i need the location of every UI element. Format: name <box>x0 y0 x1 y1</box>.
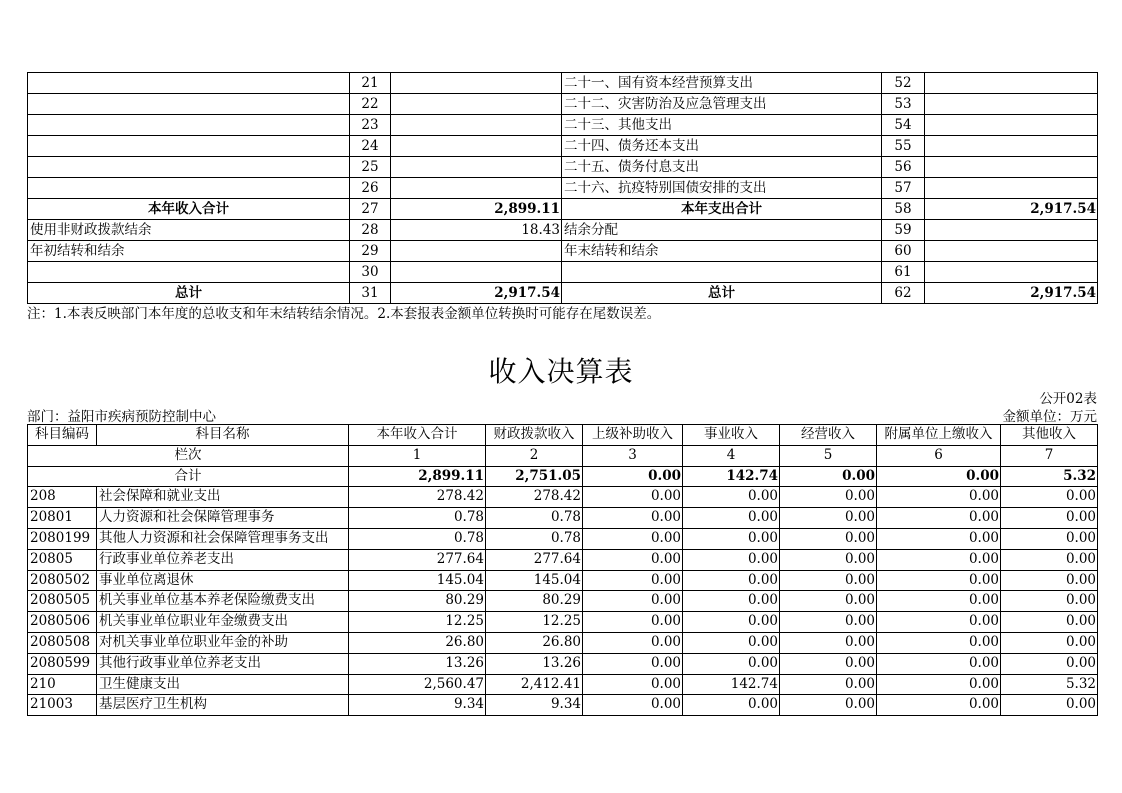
subject-name: 事业单位离退休 <box>97 570 349 591</box>
amount-cell: 0.00 <box>1001 528 1098 549</box>
amount-cell: 80.29 <box>486 591 583 612</box>
subject-name: 其他行政事业单位养老支出 <box>97 653 349 674</box>
amount-cell: 0.00 <box>780 632 877 653</box>
summary-table-body <box>28 73 1098 304</box>
amount-cell: 0.00 <box>683 653 780 674</box>
summary-row <box>28 199 1098 220</box>
amount-cell: 0.00 <box>583 591 683 612</box>
column-index: 1 <box>349 445 486 466</box>
amount-cell: 0.00 <box>780 487 877 508</box>
amount-cell: 0.00 <box>1001 653 1098 674</box>
amount-cell: 0.00 <box>877 653 1001 674</box>
income-amount <box>391 73 562 94</box>
summary-row <box>28 136 1098 157</box>
row-number: 29 <box>350 241 391 262</box>
expense-amount: 2,917.54 <box>925 199 1098 220</box>
expense-item-label: 二十六、抗疫特别国债安排的支出 <box>562 178 882 199</box>
amount-cell: 0.00 <box>683 632 780 653</box>
summary-row <box>28 94 1098 115</box>
subject-name: 基层医疗卫生机构 <box>97 695 349 716</box>
subject-code: 2080199 <box>28 528 97 549</box>
row-number: 61 <box>882 262 925 283</box>
row-number: 59 <box>882 220 925 241</box>
summary-row <box>28 115 1098 136</box>
subject-name: 其他人力资源和社会保障管理事务支出 <box>97 528 349 549</box>
income-amount <box>391 115 562 136</box>
subject-code: 20801 <box>28 508 97 529</box>
subject-name: 社会保障和就业支出 <box>97 487 349 508</box>
amount-cell: 0.00 <box>877 549 1001 570</box>
amount-cell: 0.78 <box>486 528 583 549</box>
row-number: 23 <box>350 115 391 136</box>
income-item-label <box>28 115 350 136</box>
income-header-row <box>28 425 1098 446</box>
amount-cell: 278.42 <box>486 487 583 508</box>
income-amount <box>391 136 562 157</box>
column-index: 5 <box>780 445 877 466</box>
income-item-label <box>28 262 350 283</box>
amount-cell: 0.00 <box>683 528 780 549</box>
department-label: 部门：益阳市疾病预防控制中心 <box>27 409 216 425</box>
income-item-label <box>28 136 350 157</box>
column-index: 7 <box>1001 445 1098 466</box>
table-row <box>28 674 1098 695</box>
income-amount <box>391 157 562 178</box>
amount-cell: 0.00 <box>877 612 1001 633</box>
amount-cell: 0.00 <box>583 528 683 549</box>
amount-cell: 0.00 <box>877 570 1001 591</box>
row-number: 56 <box>882 157 925 178</box>
expense-amount <box>925 157 1098 178</box>
total-value: 0.00 <box>877 466 1001 487</box>
row-number: 27 <box>350 199 391 220</box>
row-number: 60 <box>882 241 925 262</box>
footnote: 注：1.本表反映部门本年度的总收支和年末结转结余情况。2.本套报表金额单位转换时可能存在尾数误差。 <box>27 306 661 322</box>
expense-amount <box>925 241 1098 262</box>
expense-amount <box>925 262 1098 283</box>
income-amount: 18.43 <box>391 220 562 241</box>
subject-name: 人力资源和社会保障管理事务 <box>97 508 349 529</box>
amount-cell: 0.00 <box>780 549 877 570</box>
amount-cell: 0.00 <box>877 632 1001 653</box>
expense-amount <box>925 178 1098 199</box>
total-value: 2,751.05 <box>486 466 583 487</box>
table-row <box>28 653 1098 674</box>
table-row <box>28 549 1098 570</box>
income-item-label <box>28 94 350 115</box>
expense-item-label <box>562 262 882 283</box>
summary-row <box>28 262 1098 283</box>
summary-row <box>28 241 1098 262</box>
amount-cell: 0.00 <box>877 508 1001 529</box>
amount-cell: 0.78 <box>349 508 486 529</box>
amount-cell: 0.00 <box>683 695 780 716</box>
amount-cell: 2,560.47 <box>349 674 486 695</box>
expense-item-label: 总计 <box>562 283 882 304</box>
subject-code: 20805 <box>28 549 97 570</box>
column-header: 事业收入 <box>683 425 780 446</box>
amount-cell: 0.00 <box>1001 570 1098 591</box>
amount-cell: 0.00 <box>683 487 780 508</box>
expense-amount <box>925 94 1098 115</box>
total-row <box>28 466 1098 487</box>
subject-name: 机关事业单位基本养老保险缴费支出 <box>97 591 349 612</box>
amount-cell: 145.04 <box>349 570 486 591</box>
amount-cell: 9.34 <box>486 695 583 716</box>
amount-cell: 0.78 <box>486 508 583 529</box>
amount-cell: 277.64 <box>349 549 486 570</box>
amount-cell: 278.42 <box>349 487 486 508</box>
amount-cell: 0.00 <box>683 549 780 570</box>
amount-cell: 142.74 <box>683 674 780 695</box>
summary-table <box>27 72 1098 304</box>
column-header: 科目编码 <box>28 425 97 446</box>
row-number: 28 <box>350 220 391 241</box>
amount-cell: 0.00 <box>583 632 683 653</box>
amount-cell: 0.00 <box>583 570 683 591</box>
amount-cell: 0.00 <box>583 487 683 508</box>
table-row <box>28 632 1098 653</box>
subject-code: 210 <box>28 674 97 695</box>
amount-cell: 26.80 <box>486 632 583 653</box>
amount-cell: 0.00 <box>1001 632 1098 653</box>
page-title: 收入决算表 <box>488 355 634 388</box>
amount-cell: 0.00 <box>780 528 877 549</box>
amount-cell: 12.25 <box>349 612 486 633</box>
income-item-label <box>28 73 350 94</box>
amount-cell: 0.00 <box>1001 591 1098 612</box>
total-value: 142.74 <box>683 466 780 487</box>
amount-cell: 26.80 <box>349 632 486 653</box>
income-amount <box>391 94 562 115</box>
table-row <box>28 695 1098 716</box>
amount-cell: 277.64 <box>486 549 583 570</box>
income-amount <box>391 241 562 262</box>
row-number: 55 <box>882 136 925 157</box>
form-number: 公开02表 <box>1039 391 1097 407</box>
table-row <box>28 487 1098 508</box>
amount-cell: 13.26 <box>349 653 486 674</box>
column-index-row <box>28 445 1098 466</box>
amount-cell: 0.00 <box>780 591 877 612</box>
amount-cell: 0.00 <box>1001 612 1098 633</box>
table-row <box>28 528 1098 549</box>
amount-cell: 9.34 <box>349 695 486 716</box>
subject-code: 2080508 <box>28 632 97 653</box>
amount-cell: 0.78 <box>349 528 486 549</box>
income-item-label: 年初结转和结余 <box>28 241 350 262</box>
table-row <box>28 612 1098 633</box>
table-row <box>28 508 1098 529</box>
expense-amount <box>925 73 1098 94</box>
total-value: 2,899.11 <box>349 466 486 487</box>
summary-row <box>28 283 1098 304</box>
income-item-label: 本年收入合计 <box>28 199 350 220</box>
summary-row <box>28 220 1098 241</box>
column-index: 4 <box>683 445 780 466</box>
amount-cell: 0.00 <box>780 570 877 591</box>
column-header: 财政拨款收入 <box>486 425 583 446</box>
row-number: 54 <box>882 115 925 136</box>
expense-item-label: 二十一、国有资本经营预算支出 <box>562 73 882 94</box>
row-number: 58 <box>882 199 925 220</box>
table-row <box>28 591 1098 612</box>
expense-amount <box>925 115 1098 136</box>
expense-amount <box>925 220 1098 241</box>
table-row <box>28 570 1098 591</box>
income-table <box>27 424 1098 716</box>
amount-cell: 0.00 <box>877 674 1001 695</box>
subject-code: 2080506 <box>28 612 97 633</box>
expense-item-label: 二十三、其他支出 <box>562 115 882 136</box>
expense-item-label: 二十五、债务付息支出 <box>562 157 882 178</box>
expense-item-label: 年末结转和结余 <box>562 241 882 262</box>
amount-cell: 0.00 <box>877 695 1001 716</box>
subject-name: 对机关事业单位职业年金的补助 <box>97 632 349 653</box>
amount-cell: 0.00 <box>780 653 877 674</box>
subject-code: 2080502 <box>28 570 97 591</box>
amount-cell: 2,412.41 <box>486 674 583 695</box>
row-number: 24 <box>350 136 391 157</box>
subject-name: 机关事业单位职业年金缴费支出 <box>97 612 349 633</box>
expense-item-label: 本年支出合计 <box>562 199 882 220</box>
amount-cell: 0.00 <box>583 612 683 633</box>
column-header: 本年收入合计 <box>349 425 486 446</box>
amount-cell: 80.29 <box>349 591 486 612</box>
amount-cell: 0.00 <box>583 508 683 529</box>
expense-item-label: 结余分配 <box>562 220 882 241</box>
amount-cell: 0.00 <box>683 591 780 612</box>
amount-cell: 145.04 <box>486 570 583 591</box>
amount-cell: 0.00 <box>877 528 1001 549</box>
column-index-label: 栏次 <box>28 445 349 466</box>
column-header: 科目名称 <box>97 425 349 446</box>
amount-cell: 0.00 <box>683 612 780 633</box>
column-index: 3 <box>583 445 683 466</box>
amount-cell: 0.00 <box>780 674 877 695</box>
amount-unit-label: 金额单位：万元 <box>1002 409 1097 425</box>
row-number: 53 <box>882 94 925 115</box>
column-header: 其他收入 <box>1001 425 1098 446</box>
total-value: 0.00 <box>780 466 877 487</box>
total-label: 合计 <box>28 466 349 487</box>
amount-cell: 5.32 <box>1001 674 1098 695</box>
income-item-label: 总计 <box>28 283 350 304</box>
amount-cell: 0.00 <box>583 695 683 716</box>
amount-cell: 12.25 <box>486 612 583 633</box>
subject-code: 208 <box>28 487 97 508</box>
column-index: 6 <box>877 445 1001 466</box>
total-value: 5.32 <box>1001 466 1098 487</box>
amount-cell: 0.00 <box>683 508 780 529</box>
column-header: 经营收入 <box>780 425 877 446</box>
column-header: 上级补助收入 <box>583 425 683 446</box>
row-number: 31 <box>350 283 391 304</box>
subject-code: 2080599 <box>28 653 97 674</box>
amount-cell: 0.00 <box>877 487 1001 508</box>
row-number: 62 <box>882 283 925 304</box>
expense-amount <box>925 136 1098 157</box>
column-index: 2 <box>486 445 583 466</box>
income-amount: 2,917.54 <box>391 283 562 304</box>
row-number: 26 <box>350 178 391 199</box>
expense-item-label: 二十二、灾害防治及应急管理支出 <box>562 94 882 115</box>
amount-cell: 0.00 <box>1001 487 1098 508</box>
amount-cell: 0.00 <box>780 695 877 716</box>
amount-cell: 0.00 <box>583 653 683 674</box>
row-number: 57 <box>882 178 925 199</box>
amount-cell: 0.00 <box>1001 508 1098 529</box>
row-number: 22 <box>350 94 391 115</box>
expense-amount: 2,917.54 <box>925 283 1098 304</box>
amount-cell: 0.00 <box>583 674 683 695</box>
income-amount: 2,899.11 <box>391 199 562 220</box>
subject-name: 行政事业单位养老支出 <box>97 549 349 570</box>
income-item-label: 使用非财政拨款结余 <box>28 220 350 241</box>
income-item-label <box>28 157 350 178</box>
expense-item-label: 二十四、债务还本支出 <box>562 136 882 157</box>
total-value: 0.00 <box>583 466 683 487</box>
subject-code: 2080505 <box>28 591 97 612</box>
column-header: 附属单位上缴收入 <box>877 425 1001 446</box>
summary-row <box>28 157 1098 178</box>
income-amount <box>391 178 562 199</box>
row-number: 30 <box>350 262 391 283</box>
amount-cell: 0.00 <box>583 549 683 570</box>
income-table-body <box>28 487 1098 716</box>
summary-row <box>28 178 1098 199</box>
amount-cell: 0.00 <box>877 591 1001 612</box>
amount-cell: 0.00 <box>780 508 877 529</box>
row-number: 52 <box>882 73 925 94</box>
income-item-label <box>28 178 350 199</box>
subject-name: 卫生健康支出 <box>97 674 349 695</box>
summary-row <box>28 73 1098 94</box>
amount-cell: 0.00 <box>683 570 780 591</box>
amount-cell: 0.00 <box>1001 549 1098 570</box>
income-amount <box>391 262 562 283</box>
row-number: 21 <box>350 73 391 94</box>
subject-code: 21003 <box>28 695 97 716</box>
amount-cell: 0.00 <box>1001 695 1098 716</box>
amount-cell: 0.00 <box>780 612 877 633</box>
amount-cell: 13.26 <box>486 653 583 674</box>
row-number: 25 <box>350 157 391 178</box>
